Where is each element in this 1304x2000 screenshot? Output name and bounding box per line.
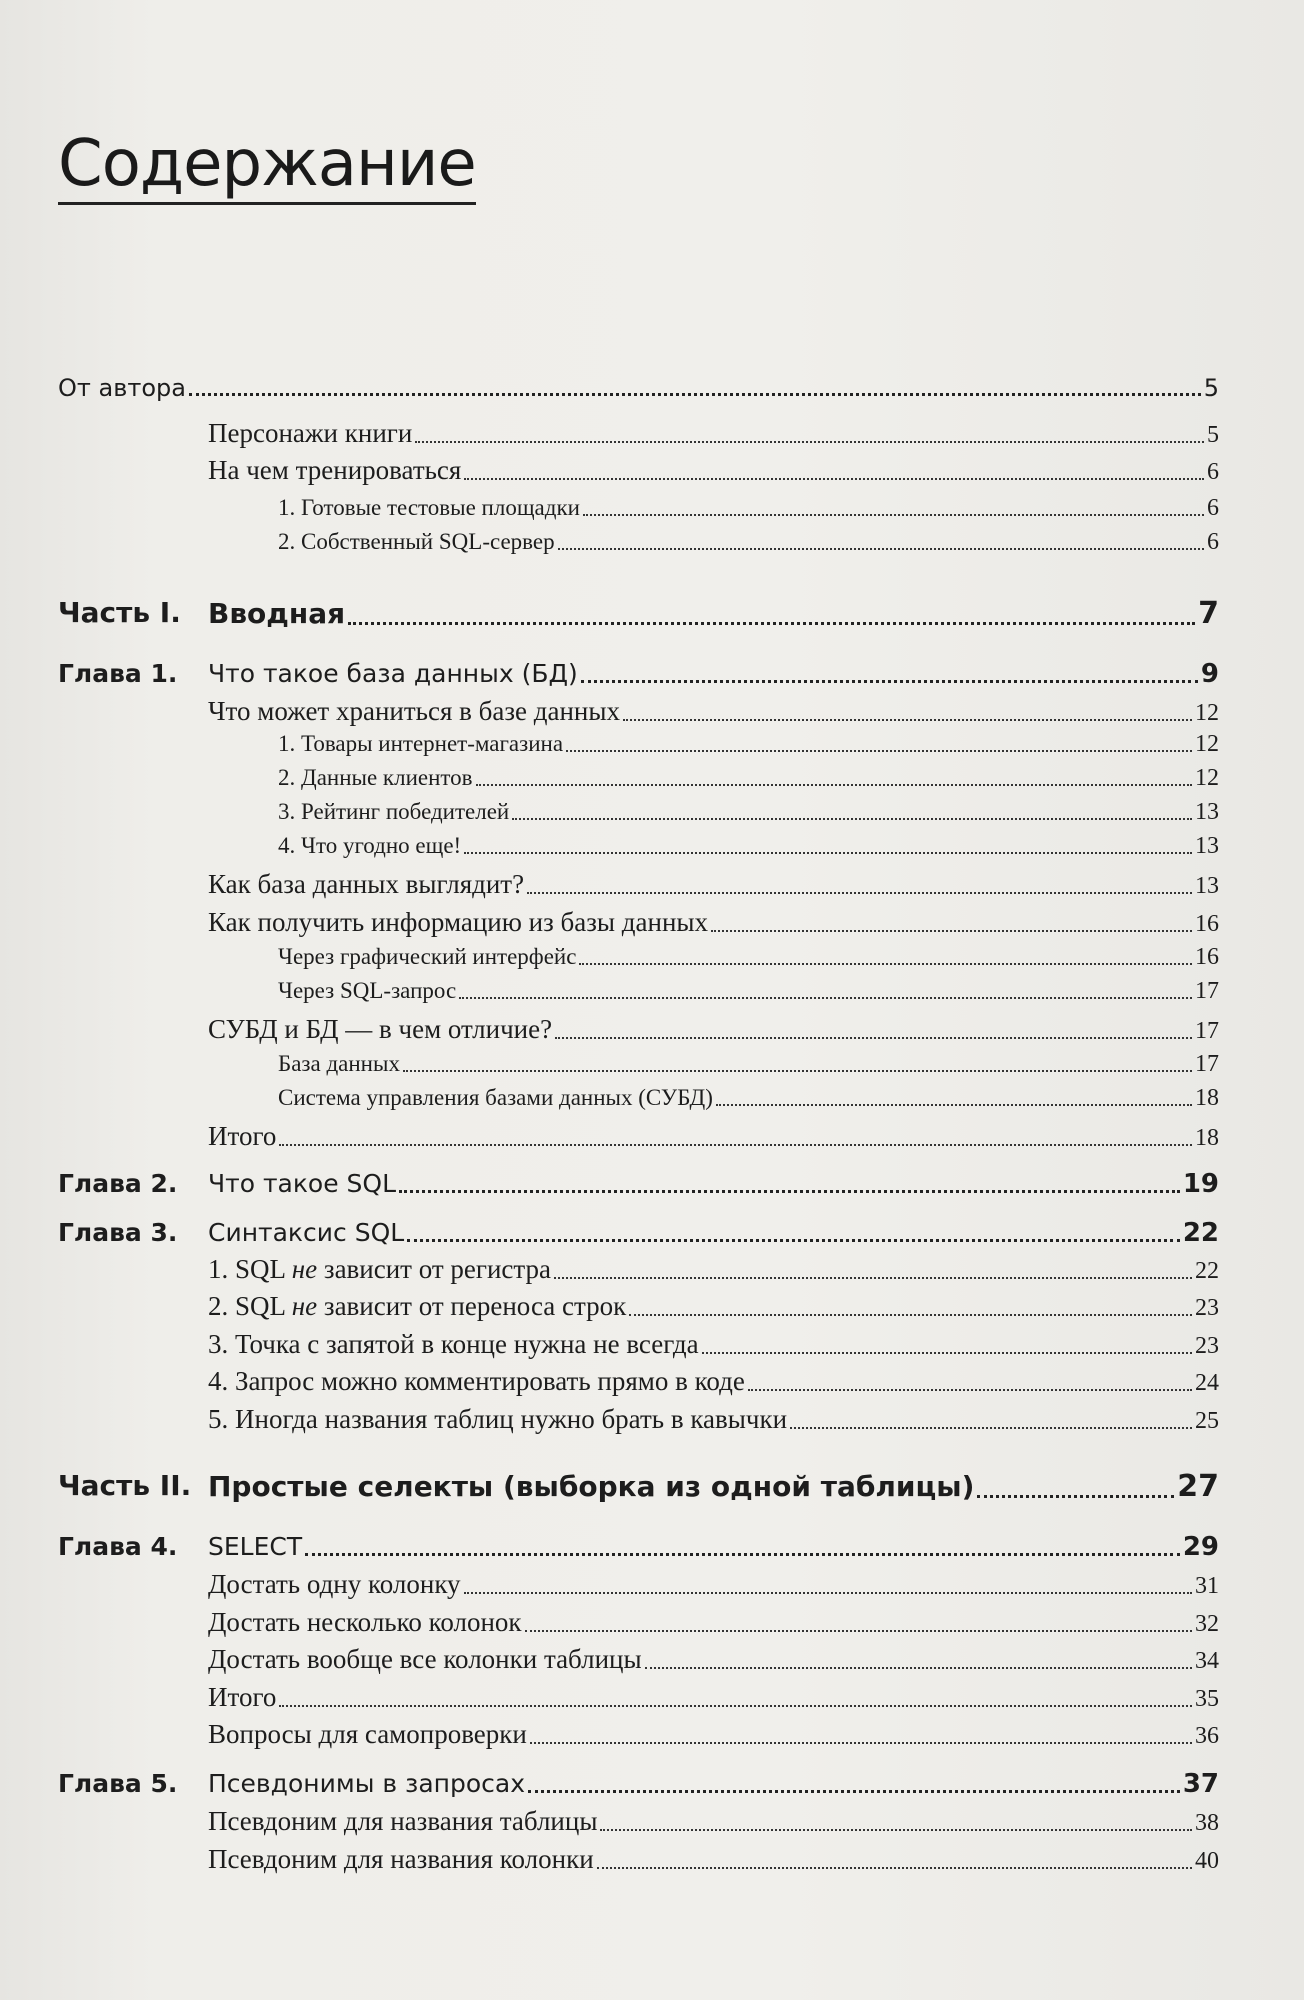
entry-title: 1. SQL не зависит от регистра: [208, 1254, 552, 1284]
entry-title: Псевдоним для названия колонки: [208, 1844, 594, 1874]
page-number: 37: [1182, 1769, 1219, 1799]
entry-title: Вводная: [208, 597, 346, 630]
dot-leader: [629, 1314, 1192, 1316]
entry-title: Простые селекты (выборка из одной таблицы): [208, 1470, 975, 1503]
toc-entry: [278, 765, 1219, 792]
entry-title: Итого: [208, 1121, 277, 1151]
entry-title: 3. Рейтинг победителей: [278, 799, 510, 824]
page-number: 5: [1203, 374, 1219, 402]
toc-entry: [208, 455, 1219, 486]
toc-entry: [208, 1014, 1219, 1045]
chapter-label: Глава 2.: [58, 1169, 178, 1198]
dot-leader: [279, 1144, 1192, 1146]
toc-entry: [278, 1051, 1219, 1078]
toc-entry: [278, 833, 1219, 860]
toc-entry: [208, 1404, 1219, 1435]
dot-leader: [977, 1495, 1174, 1498]
page-number: 23: [1195, 1295, 1219, 1321]
dot-leader: [583, 514, 1204, 516]
toc-entry: [58, 1769, 1219, 1799]
entry-title: 1. Товары интернет-магазина: [278, 731, 564, 756]
dot-leader: [464, 1592, 1192, 1594]
dot-leader: [790, 1427, 1192, 1429]
toc-entry: [208, 1607, 1219, 1638]
toc-entry: [278, 1085, 1219, 1112]
entry-title: СУБД и БД — в чем отличие?: [208, 1014, 553, 1044]
entry-title: Персонажи книги: [208, 418, 413, 448]
page-number: 13: [1195, 833, 1219, 859]
toc-entry: [208, 869, 1219, 900]
entry-title: Как база данных выглядит?: [208, 869, 525, 899]
toc-entry: [208, 696, 1219, 727]
dot-leader: [566, 750, 1192, 752]
dot-leader: [348, 622, 1195, 625]
page-number: 6: [1207, 495, 1219, 521]
entry-title: 2. Собственный SQL-сервер: [278, 529, 555, 554]
entry-title: 2. SQL не зависит от переноса строк: [208, 1291, 627, 1321]
page-number: 27: [1177, 1469, 1219, 1504]
page-number: 19: [1182, 1169, 1219, 1199]
page-number: 17: [1195, 978, 1219, 1004]
page-title: Содержание: [58, 128, 476, 205]
page-number: 31: [1195, 1573, 1219, 1599]
toc-entry: [208, 1329, 1219, 1360]
page-number: 32: [1195, 1611, 1219, 1637]
page-number: 38: [1195, 1810, 1219, 1836]
entry-title: Псевдоним для названия таблицы: [208, 1806, 598, 1836]
toc-entry: [58, 374, 1219, 402]
entry-title: 1. Готовые тестовые площадки: [278, 495, 580, 520]
chapter-label: Глава 5.: [58, 1769, 178, 1798]
page-number: 13: [1195, 799, 1219, 825]
entry-title: Достать вообще все колонки таблицы: [208, 1644, 642, 1674]
dot-leader: [623, 719, 1192, 721]
dot-leader: [528, 1790, 1180, 1793]
chapter-label: Глава 3.: [58, 1218, 178, 1247]
page-number: 40: [1195, 1848, 1219, 1874]
toc-entry: [58, 596, 1219, 631]
page-number: 12: [1195, 700, 1219, 726]
toc-entry: [208, 1121, 1219, 1152]
entry-title: SELECT: [208, 1532, 303, 1561]
page-number: 35: [1195, 1686, 1219, 1712]
dot-leader: [512, 818, 1192, 820]
page-number: 17: [1195, 1018, 1219, 1044]
toc-entry: [58, 1469, 1219, 1504]
toc-entry: [208, 1806, 1219, 1837]
page-number: 23: [1195, 1333, 1219, 1359]
dot-leader: [554, 1277, 1192, 1279]
toc-entry: [58, 659, 1219, 689]
dot-leader: [459, 997, 1192, 999]
dot-leader: [581, 680, 1198, 683]
dot-leader: [711, 930, 1192, 932]
entry-title: Достать несколько колонок: [208, 1607, 522, 1637]
dot-leader: [407, 1239, 1180, 1242]
toc-entry: [278, 529, 1219, 556]
dot-leader: [476, 784, 1192, 786]
toc-entry: [208, 418, 1219, 449]
entry-title: Что такое база данных (БД): [208, 659, 578, 688]
page-number: 36: [1195, 1723, 1219, 1749]
page-number: 13: [1195, 873, 1219, 899]
entry-title: От автора: [58, 374, 186, 402]
dot-leader: [600, 1829, 1192, 1831]
dot-leader: [464, 852, 1192, 854]
dot-leader: [464, 478, 1204, 480]
page-number: 7: [1198, 596, 1219, 631]
dot-leader: [748, 1389, 1192, 1391]
dot-leader: [530, 1742, 1192, 1744]
page-number: 9: [1200, 659, 1219, 689]
page-number: 22: [1182, 1218, 1219, 1248]
dot-leader: [403, 1070, 1192, 1072]
entry-title: Итого: [208, 1682, 277, 1712]
entry-title: 3. Точка с запятой в конце нужна не всегда: [208, 1329, 699, 1359]
dot-leader: [558, 548, 1204, 550]
entry-title: 2. Данные клиентов: [278, 765, 473, 790]
dot-leader: [716, 1104, 1192, 1106]
entry-title: Система управления базами данных (СУБД): [278, 1085, 713, 1110]
toc-entry: [58, 1218, 1219, 1248]
toc-entry: [208, 1254, 1219, 1285]
entry-title: 4. Что угодно еще!: [278, 833, 462, 858]
toc-entry: [208, 1844, 1219, 1875]
page-number: 6: [1207, 459, 1219, 485]
part-label: Часть II.: [58, 1469, 192, 1502]
dot-leader: [579, 963, 1192, 965]
entry-title: Как получить информацию из базы данных: [208, 907, 709, 937]
dot-leader: [305, 1553, 1180, 1556]
page-number: 6: [1207, 529, 1219, 555]
entry-title: Вопросы для самопроверки: [208, 1719, 527, 1749]
entry-title: На чем тренироваться: [208, 455, 462, 485]
toc-entry: [58, 1169, 1219, 1199]
page-number: 18: [1195, 1125, 1219, 1151]
page-number: 17: [1195, 1051, 1219, 1077]
page-number: 18: [1195, 1085, 1219, 1111]
page-number: 22: [1195, 1258, 1219, 1284]
page-number: 34: [1195, 1648, 1219, 1674]
entry-title: Через графический интерфейс: [278, 944, 577, 969]
dot-leader: [415, 441, 1204, 443]
dot-leader: [555, 1037, 1192, 1039]
page-number: 24: [1195, 1370, 1219, 1396]
toc-entry: [208, 1719, 1219, 1750]
page-number: 16: [1195, 944, 1219, 970]
toc-entry: [278, 799, 1219, 826]
dot-leader: [279, 1705, 1192, 1707]
dot-leader: [702, 1352, 1192, 1354]
toc-entry: [208, 1682, 1219, 1713]
entry-title: База данных: [278, 1051, 400, 1076]
page-number: 12: [1195, 765, 1219, 791]
page-number: 12: [1195, 731, 1219, 757]
toc-entry: [278, 944, 1219, 971]
toc-entry: [278, 495, 1219, 522]
toc-entry: [208, 1644, 1219, 1675]
dot-leader: [525, 1630, 1192, 1632]
page-number: 5: [1207, 422, 1219, 448]
dot-leader: [597, 1867, 1192, 1869]
entry-title: Через SQL-запрос: [278, 978, 457, 1003]
toc-entry: [208, 1569, 1219, 1600]
dot-leader: [399, 1190, 1180, 1193]
dot-leader: [645, 1667, 1192, 1669]
toc-entry: [208, 1291, 1219, 1322]
page-number: 25: [1195, 1408, 1219, 1434]
entry-title: Достать одну колонку: [208, 1569, 461, 1599]
toc-entry: [278, 731, 1219, 758]
page-number: 29: [1182, 1532, 1219, 1562]
dot-leader: [189, 393, 1201, 396]
page-number: 16: [1195, 911, 1219, 937]
chapter-label: Глава 1.: [58, 659, 178, 688]
entry-title: Синтаксис SQL: [208, 1218, 405, 1247]
entry-title: 4. Запрос можно комментировать прямо в коде: [208, 1366, 745, 1396]
part-label: Часть I.: [58, 596, 181, 629]
entry-title: Что такое SQL: [208, 1169, 397, 1198]
dot-leader: [527, 892, 1192, 894]
chapter-label: Глава 4.: [58, 1532, 178, 1561]
toc-entry: [58, 1532, 1219, 1562]
entry-title: 5. Иногда названия таблиц нужно брать в кавычки: [208, 1404, 788, 1434]
entry-title: Что может храниться в базе данных: [208, 696, 621, 726]
toc-entry: [208, 1366, 1219, 1397]
toc-entry: [278, 978, 1219, 1005]
entry-title: Псевдонимы в запросах: [208, 1769, 526, 1798]
toc-entry: [208, 907, 1219, 938]
